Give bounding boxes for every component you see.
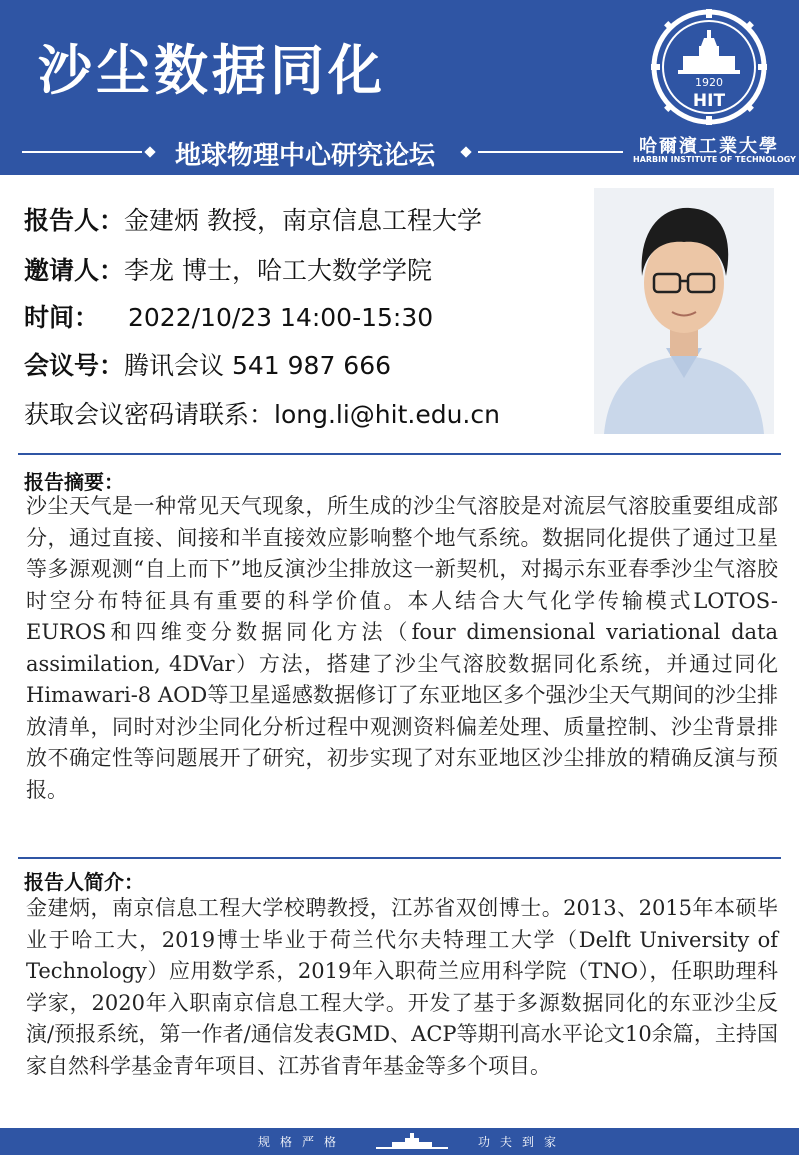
footer-bar bbox=[0, 1128, 799, 1155]
abstract-text: 沙尘天气是一种常见天气现象，所生成的沙尘气溶胶是对流层气溶胶重要组成部分，通过直接、间接和半直接效应影响整个地气系统。数据同化提供了通过卫星等多源观测“自上而下”地反演沙尘排放这一新契机，对揭示东亚春季沙尘气溶胶时空分布特征具有重要的科学价值。本人结合大气化学传输模式LOTOS-EUROS和四维变分数据同化方法（four dimensional variational data assimilation, 4DVar）方法，搭建了沙尘气溶胶数据同化系统，并通过同化Himawari-8 AOD等卫星遥感数据修订了东亚地区多个强沙尘天气期间的沙尘排放清单，同时对沙尘同化分析过程中观测资料偏差处理、质量控制、沙尘背景排放不确定性等问题展开了研究，初步实现了对东亚地区沙尘排放的精确反演与预报。 bbox=[26, 494, 778, 802]
inviter-value: 李龙 博士，哈工大数学学院 bbox=[124, 256, 432, 285]
abstract-heading: 报告摘要： bbox=[24, 470, 124, 494]
meeting-label: 会议号： bbox=[24, 351, 125, 380]
divider-line bbox=[478, 151, 623, 153]
university-name-en: HARBIN INSTITUTE OF TECHNOLOGY bbox=[633, 155, 796, 164]
divider-line bbox=[22, 151, 142, 153]
diamond-icon bbox=[144, 146, 155, 157]
subtitle-row bbox=[0, 135, 620, 171]
time-label: 时间： bbox=[24, 303, 100, 332]
motto-left: 规格严格 bbox=[258, 1135, 347, 1149]
meeting-line bbox=[24, 346, 391, 382]
university-name-cn: 哈爾濱工業大學 bbox=[639, 136, 779, 157]
speaker-label: 报告人： bbox=[24, 206, 125, 235]
diamond-icon bbox=[460, 146, 471, 157]
time-line bbox=[24, 298, 433, 334]
page-title: 沙尘数据同化 bbox=[38, 39, 386, 102]
speaker-photo bbox=[594, 188, 774, 434]
bio-heading: 报告人简介： bbox=[24, 870, 144, 894]
time-value: 2022/10/23 14:00-15:30 bbox=[128, 303, 434, 332]
header-banner bbox=[0, 0, 799, 175]
contact-line: 获取会议密码请联系：long.li@hit.edu.cn bbox=[24, 400, 500, 429]
logo-year: 1920 bbox=[695, 76, 723, 89]
building-icon bbox=[372, 1130, 452, 1152]
bio-text: 金建炳，南京信息工程大学校聘教授，江苏省双创博士。2013、2015年本硕毕业于哈工大，2019博士毕业于荷兰代尔夫特理工大学（Delft University of Technology）应用数学系，2019年入职荷兰应用科学院（TNO），任职助理科学家，2020年入职南京信息工程大学。开发了基于多源数据同化的东亚沙尘反演/预报系统，第一作者/通信发表GMD、ACP等期刊高水平论文10余篇，主持国家自然科学基金青年项目、江苏省青年基金等多个项目。 bbox=[26, 896, 778, 1078]
inviter-label: 邀请人： bbox=[24, 256, 125, 285]
speaker-line bbox=[24, 201, 482, 237]
section-divider bbox=[18, 453, 781, 455]
hit-logo bbox=[650, 8, 768, 126]
meeting-value: 腾讯会议 541 987 666 bbox=[124, 351, 392, 380]
section-divider bbox=[18, 857, 781, 859]
motto-right: 功夫到家 bbox=[478, 1135, 567, 1149]
speaker-value: 金建炳 教授，南京信息工程大学 bbox=[124, 206, 482, 235]
inviter-line bbox=[24, 251, 432, 287]
logo-abbr: HIT bbox=[692, 91, 726, 111]
forum-subtitle: 地球物理中心研究论坛 bbox=[175, 141, 436, 171]
